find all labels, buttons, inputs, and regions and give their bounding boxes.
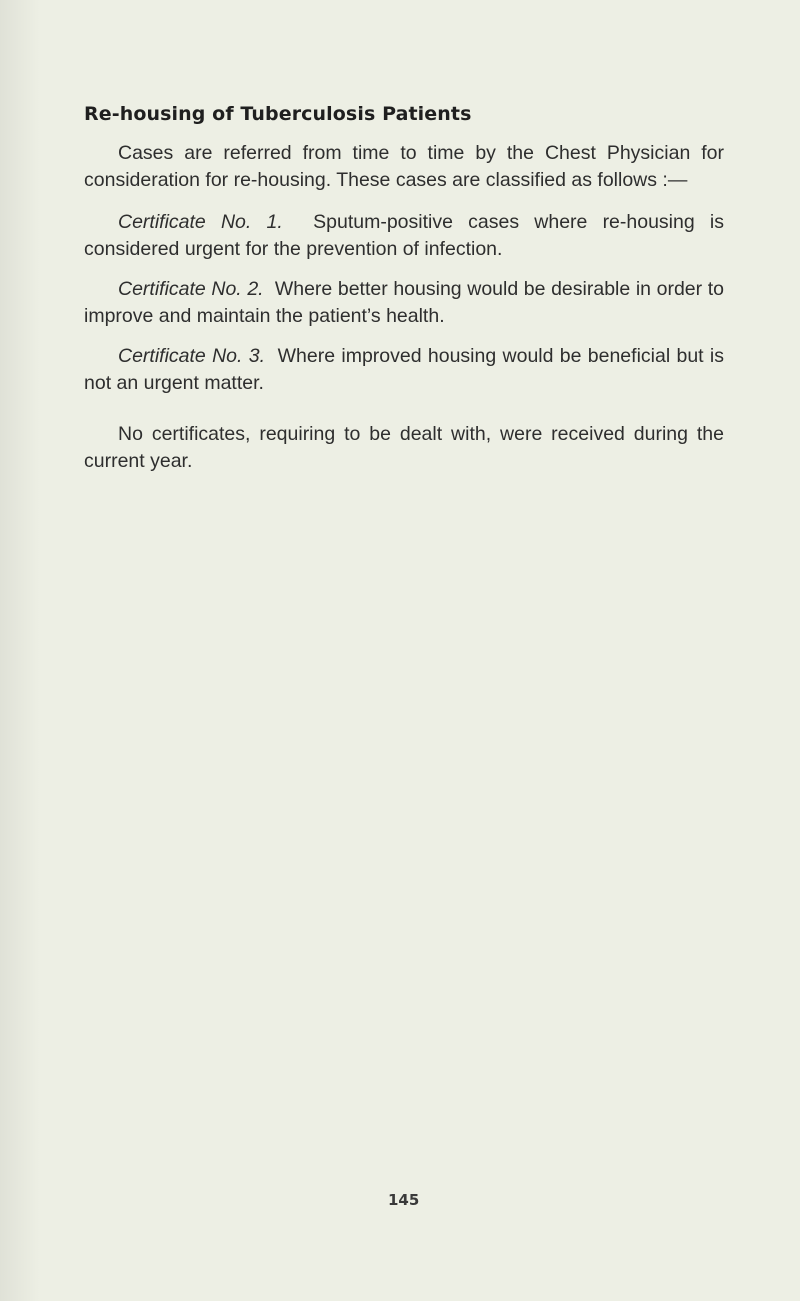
certificate-3-label: Certificate No. 3. [118, 345, 266, 367]
certificate-2-paragraph [84, 276, 724, 330]
certificate-2-label: Certificate No. 2. [118, 278, 264, 300]
intro-paragraph: Cases are referred from time to time by the Chest Physician for consideration for re-housing. These cases are classified as follows :— [84, 142, 724, 191]
page-number: 145 [388, 1191, 420, 1209]
section-heading: Re-housing of Tuberculosis Patients [84, 103, 472, 125]
closing-paragraph: No certificates, requiring to be dealt with, were received during the current year. [84, 423, 724, 472]
certificate-1-label: Certificate No. 1. [118, 211, 283, 233]
certificate-1-text: Sputum-positive cases where re-housing is considered urgent for the prevention of infection. [84, 211, 724, 260]
certificate-2-text: Where better housing would be desirable in order to improve and maintain the patient’s health. [84, 278, 724, 327]
certificate-3-text: Where improved housing would be beneficial but is not an urgent matter. [84, 345, 724, 394]
certificate-1-paragraph [84, 209, 724, 263]
certificate-3-paragraph [84, 343, 724, 397]
document-body [84, 102, 724, 475]
